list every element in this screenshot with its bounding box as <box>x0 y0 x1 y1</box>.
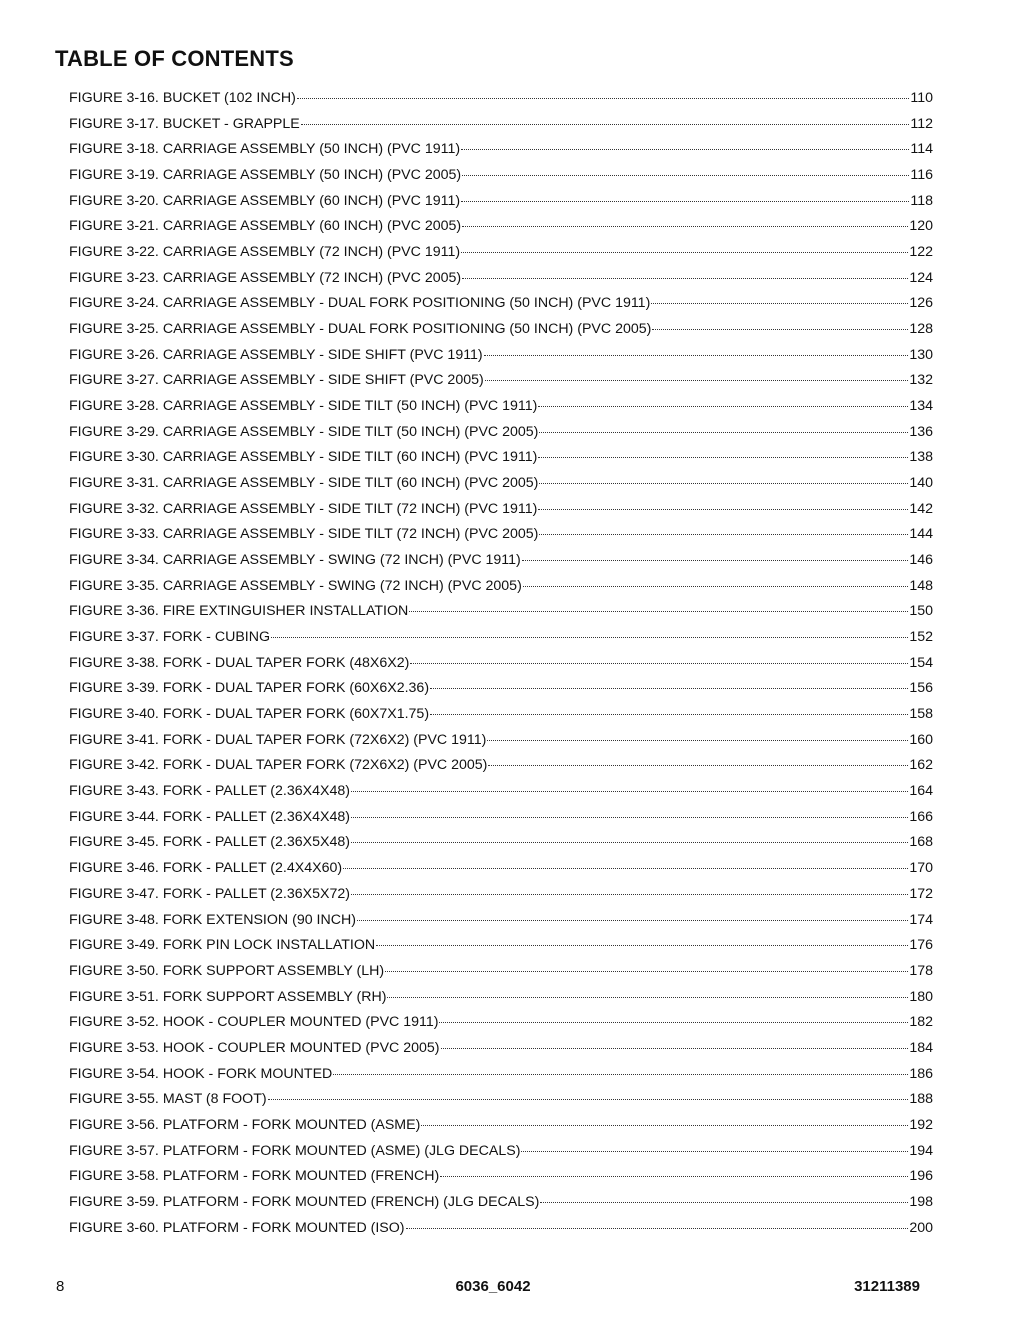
page-title: TABLE OF CONTENTS <box>55 46 294 71</box>
toc-entry-page: 156 <box>909 680 933 697</box>
toc-entry-page: 188 <box>909 1091 933 1108</box>
toc-entry[interactable] <box>69 90 933 116</box>
toc-entry-page: 136 <box>909 423 933 440</box>
toc-entry-page: 118 <box>910 192 933 209</box>
dot-leader <box>487 739 908 741</box>
toc-entry[interactable] <box>69 1040 933 1066</box>
toc-entry-label: FIGURE 3-30. CARRIAGE ASSEMBLY - SIDE TILT (60 INCH) (PVC 1911) <box>69 449 538 466</box>
dot-leader <box>351 816 908 818</box>
toc-entry-label: FIGURE 3-38. FORK - DUAL TAPER FORK (48X6X2) <box>69 654 410 671</box>
dot-leader <box>440 1175 908 1177</box>
toc-entry-label: FIGURE 3-21. CARRIAGE ASSEMBLY (60 INCH) (PVC 2005) <box>69 218 462 235</box>
toc-entry[interactable] <box>69 295 933 321</box>
toc-entry[interactable] <box>69 809 933 835</box>
toc-entry-label: FIGURE 3-19. CARRIAGE ASSEMBLY (50 INCH) (PVC 2005) <box>69 167 462 184</box>
toc-entry-page: 174 <box>909 911 933 928</box>
toc-entry-page: 130 <box>909 346 933 363</box>
toc-entry-label: FIGURE 3-59. PLATFORM - FORK MOUNTED (FRENCH) (JLG DECALS) <box>69 1193 540 1210</box>
dot-leader <box>539 482 908 484</box>
toc-entry[interactable] <box>69 757 933 783</box>
dot-leader <box>461 200 909 202</box>
toc-entry[interactable] <box>69 629 933 655</box>
toc-entry-label: FIGURE 3-43. FORK - PALLET (2.36X4X48) <box>69 783 350 800</box>
toc-entry[interactable] <box>69 526 933 552</box>
toc-entry-label: FIGURE 3-58. PLATFORM - FORK MOUNTED (FRENCH) <box>69 1168 440 1185</box>
dot-leader <box>539 533 908 535</box>
toc-entry[interactable] <box>69 244 933 270</box>
toc-entry-label: FIGURE 3-45. FORK - PALLET (2.36X5X48) <box>69 834 350 851</box>
toc-entry-label: FIGURE 3-32. CARRIAGE ASSEMBLY - SIDE TILT (72 INCH) (PVC 1911) <box>69 500 538 517</box>
toc-entry-label: FIGURE 3-34. CARRIAGE ASSEMBLY - SWING (72 INCH) (PVC 1911) <box>69 552 521 569</box>
toc-entry-label: FIGURE 3-26. CARRIAGE ASSEMBLY - SIDE SHIFT (PVC 1911) <box>69 346 483 363</box>
toc-entry[interactable] <box>69 989 933 1015</box>
footer-document-number: 31211389 <box>854 1278 920 1295</box>
toc-entry[interactable] <box>69 732 933 758</box>
toc-entry[interactable] <box>69 706 933 732</box>
dot-leader <box>271 636 908 638</box>
toc-entry-label: FIGURE 3-56. PLATFORM - FORK MOUNTED (ASME) <box>69 1116 421 1133</box>
dot-leader <box>439 1021 908 1023</box>
dot-leader <box>268 1098 909 1100</box>
dot-leader <box>351 841 908 843</box>
toc-entry-page: 140 <box>909 475 933 492</box>
footer-page-number: 8 <box>56 1278 65 1295</box>
dot-leader <box>540 1201 908 1203</box>
toc-entry-page: 128 <box>909 321 933 338</box>
dot-leader <box>538 456 908 458</box>
toc-entry-page: 116 <box>910 167 933 184</box>
toc-entry-page: 142 <box>909 500 933 517</box>
toc-entry-page: 120 <box>909 218 933 235</box>
toc-entry[interactable] <box>69 116 933 142</box>
toc-entry-label: FIGURE 3-33. CARRIAGE ASSEMBLY - SIDE TILT (72 INCH) (PVC 2005) <box>69 526 539 543</box>
toc-entry-page: 164 <box>909 783 933 800</box>
toc-entry-label: FIGURE 3-24. CARRIAGE ASSEMBLY - DUAL FORK POSITIONING (50 INCH) (PVC 1911) <box>69 295 651 312</box>
dot-leader <box>484 354 909 356</box>
toc-entry-label: FIGURE 3-37. FORK - CUBING <box>69 629 271 646</box>
toc-entry[interactable] <box>69 783 933 809</box>
toc-entry-label: FIGURE 3-55. MAST (8 FOOT) <box>69 1091 267 1108</box>
toc-entry-page: 170 <box>909 860 933 877</box>
toc-entry-page: 132 <box>909 372 933 389</box>
toc-entry[interactable] <box>69 1091 933 1117</box>
toc-entry-label: FIGURE 3-51. FORK SUPPORT ASSEMBLY (RH) <box>69 988 387 1005</box>
toc-entry-label: FIGURE 3-16. BUCKET (102 INCH) <box>69 90 296 106</box>
toc-entry-label: FIGURE 3-35. CARRIAGE ASSEMBLY - SWING (72 INCH) (PVC 2005) <box>69 577 522 594</box>
dot-leader <box>351 893 908 895</box>
toc-entry-page: 200 <box>909 1219 933 1236</box>
toc-entry-label: FIGURE 3-17. BUCKET - GRAPPLE <box>69 115 300 132</box>
dot-leader <box>343 867 908 869</box>
dot-leader <box>522 559 909 561</box>
dot-leader <box>387 996 908 998</box>
toc-entry-page: 194 <box>909 1142 933 1159</box>
dot-leader <box>461 148 909 150</box>
toc-entry[interactable] <box>69 912 933 938</box>
toc-entry-label: FIGURE 3-54. HOOK - FORK MOUNTED <box>69 1065 333 1082</box>
toc-entry-label: FIGURE 3-28. CARRIAGE ASSEMBLY - SIDE TILT (50 INCH) (PVC 1911) <box>69 398 538 415</box>
dot-leader <box>485 379 909 381</box>
toc-entry[interactable] <box>69 860 933 886</box>
toc-entry[interactable] <box>69 1014 933 1040</box>
toc-entry-page: 158 <box>909 706 933 723</box>
dot-leader <box>409 610 908 612</box>
dot-leader <box>521 1150 908 1152</box>
toc-entry-label: FIGURE 3-50. FORK SUPPORT ASSEMBLY (LH) <box>69 962 385 979</box>
toc-entry[interactable] <box>69 834 933 860</box>
dot-leader <box>410 662 908 664</box>
toc-entry[interactable] <box>69 270 933 296</box>
dot-leader <box>351 790 908 792</box>
toc-entry-page: 178 <box>909 962 933 979</box>
toc-entry[interactable] <box>69 1117 933 1143</box>
toc-entry-page: 160 <box>909 731 933 748</box>
toc-entry-label: FIGURE 3-18. CARRIAGE ASSEMBLY (50 INCH) (PVC 1911) <box>69 141 461 158</box>
toc-entry-page: 192 <box>909 1116 933 1133</box>
toc-entry[interactable] <box>69 680 933 706</box>
toc-entry[interactable] <box>69 167 933 193</box>
toc-entry-page: 126 <box>909 295 933 312</box>
toc-entry[interactable] <box>69 655 933 681</box>
toc-entry-page: 176 <box>909 937 933 954</box>
toc-entry[interactable] <box>69 398 933 424</box>
toc-entry[interactable] <box>69 937 933 963</box>
dot-leader <box>523 585 909 587</box>
toc-entry-label: FIGURE 3-48. FORK EXTENSION (90 INCH) <box>69 911 356 928</box>
dot-leader <box>441 1047 909 1049</box>
dot-leader <box>488 764 908 766</box>
toc-entry-label: FIGURE 3-46. FORK - PALLET (2.4X4X60) <box>69 860 343 877</box>
dot-leader <box>462 225 908 227</box>
toc-entry[interactable] <box>69 1168 933 1194</box>
toc-entry-label: FIGURE 3-49. FORK PIN LOCK INSTALLATION <box>69 937 376 954</box>
dot-leader <box>462 174 909 176</box>
toc-entry-page: 172 <box>909 885 933 902</box>
toc-entry-label: FIGURE 3-52. HOOK - COUPLER MOUNTED (PVC 1911) <box>69 1014 439 1031</box>
toc-entry-page: 184 <box>909 1039 933 1056</box>
toc-entry[interactable] <box>69 578 933 604</box>
toc-entry-label: FIGURE 3-22. CARRIAGE ASSEMBLY (72 INCH) (PVC 1911) <box>69 244 461 261</box>
toc-entry-page: 162 <box>909 757 933 774</box>
toc-entry-label: FIGURE 3-44. FORK - PALLET (2.36X4X48) <box>69 808 350 825</box>
dot-leader <box>539 431 908 433</box>
dot-leader <box>430 713 908 715</box>
toc-entry-label: FIGURE 3-57. PLATFORM - FORK MOUNTED (ASME) (JLG DECALS) <box>69 1142 521 1159</box>
dot-leader <box>652 328 908 330</box>
dot-leader <box>297 97 910 99</box>
dot-leader <box>333 1073 908 1075</box>
toc-entry-page: 112 <box>910 115 933 132</box>
toc-entry-label: FIGURE 3-60. PLATFORM - FORK MOUNTED (ISO) <box>69 1219 405 1236</box>
toc-entry[interactable] <box>69 141 933 167</box>
toc-entry[interactable] <box>69 193 933 219</box>
toc-entry-page: 186 <box>909 1065 933 1082</box>
toc-entry[interactable] <box>69 1143 933 1169</box>
dot-leader <box>462 277 908 279</box>
toc-entry-label: FIGURE 3-23. CARRIAGE ASSEMBLY (72 INCH) (PVC 2005) <box>69 269 462 286</box>
toc-entry-label: FIGURE 3-20. CARRIAGE ASSEMBLY (60 INCH) (PVC 1911) <box>69 192 461 209</box>
toc-entry[interactable] <box>69 603 933 629</box>
toc-entry-page: 198 <box>909 1193 933 1210</box>
toc-list <box>69 90 933 1245</box>
toc-entry-label: FIGURE 3-53. HOOK - COUPLER MOUNTED (PVC 2005) <box>69 1039 440 1056</box>
toc-entry-page: 148 <box>909 577 933 594</box>
toc-entry-page: 144 <box>909 526 933 543</box>
toc-entry-page: 196 <box>909 1168 933 1185</box>
toc-entry-label: FIGURE 3-25. CARRIAGE ASSEMBLY - DUAL FORK POSITIONING (50 INCH) (PVC 2005) <box>69 321 652 338</box>
toc-entry-page: 134 <box>909 398 933 415</box>
toc-entry-page: 138 <box>909 449 933 466</box>
toc-entry-label: FIGURE 3-47. FORK - PALLET (2.36X5X72) <box>69 885 350 902</box>
dot-leader <box>538 508 908 510</box>
toc-entry[interactable] <box>69 321 933 347</box>
footer-model: 6036_6042 <box>455 1278 531 1295</box>
toc-entry-page: 124 <box>909 269 933 286</box>
dot-leader <box>421 1124 908 1126</box>
dot-leader <box>406 1227 909 1229</box>
toc-entry-label: FIGURE 3-40. FORK - DUAL TAPER FORK (60X7X1.75) <box>69 706 430 723</box>
dot-leader <box>538 405 908 407</box>
toc-entry-label: FIGURE 3-41. FORK - DUAL TAPER FORK (72X6X2) (PVC 1911) <box>69 731 487 748</box>
toc-entry-label: FIGURE 3-39. FORK - DUAL TAPER FORK (60X6X2.36) <box>69 680 430 697</box>
toc-entry-label: FIGURE 3-36. FIRE EXTINGUISHER INSTALLATION <box>69 603 409 620</box>
toc-entry[interactable] <box>69 372 933 398</box>
toc-entry[interactable] <box>69 963 933 989</box>
toc-entry[interactable] <box>69 449 933 475</box>
toc-entry[interactable] <box>69 552 933 578</box>
dot-leader <box>430 687 908 689</box>
toc-entry[interactable] <box>69 475 933 501</box>
toc-entry-page: 154 <box>909 654 933 671</box>
toc-entry-page: 110 <box>910 90 933 106</box>
toc-entry-page: 182 <box>909 1014 933 1031</box>
toc-entry-page: 166 <box>909 808 933 825</box>
dot-leader <box>301 123 910 125</box>
toc-entry-label: FIGURE 3-42. FORK - DUAL TAPER FORK (72X6X2) (PVC 2005) <box>69 757 488 774</box>
dot-leader <box>385 970 908 972</box>
dot-leader <box>651 302 908 304</box>
toc-entry-label: FIGURE 3-29. CARRIAGE ASSEMBLY - SIDE TILT (50 INCH) (PVC 2005) <box>69 423 539 440</box>
dot-leader <box>376 944 908 946</box>
toc-entry-page: 180 <box>909 988 933 1005</box>
dot-leader <box>461 251 908 253</box>
toc-entry-page: 114 <box>910 141 933 158</box>
toc-entry-page: 152 <box>909 629 933 646</box>
toc-entry-label: FIGURE 3-31. CARRIAGE ASSEMBLY - SIDE TILT (60 INCH) (PVC 2005) <box>69 475 539 492</box>
toc-entry-page: 168 <box>909 834 933 851</box>
toc-entry[interactable] <box>69 347 933 373</box>
dot-leader <box>357 919 908 921</box>
toc-entry-page: 122 <box>909 244 933 261</box>
toc-entry-page: 146 <box>909 552 933 569</box>
toc-entry[interactable] <box>69 218 933 244</box>
toc-entry[interactable] <box>69 501 933 527</box>
toc-entry-label: FIGURE 3-27. CARRIAGE ASSEMBLY - SIDE SHIFT (PVC 2005) <box>69 372 484 389</box>
toc-entry[interactable] <box>69 1194 933 1220</box>
toc-entry-page: 150 <box>909 603 933 620</box>
toc-entry[interactable] <box>69 424 933 450</box>
toc-entry[interactable] <box>69 1066 933 1092</box>
toc-entry[interactable] <box>69 1220 933 1246</box>
toc-entry[interactable] <box>69 886 933 912</box>
